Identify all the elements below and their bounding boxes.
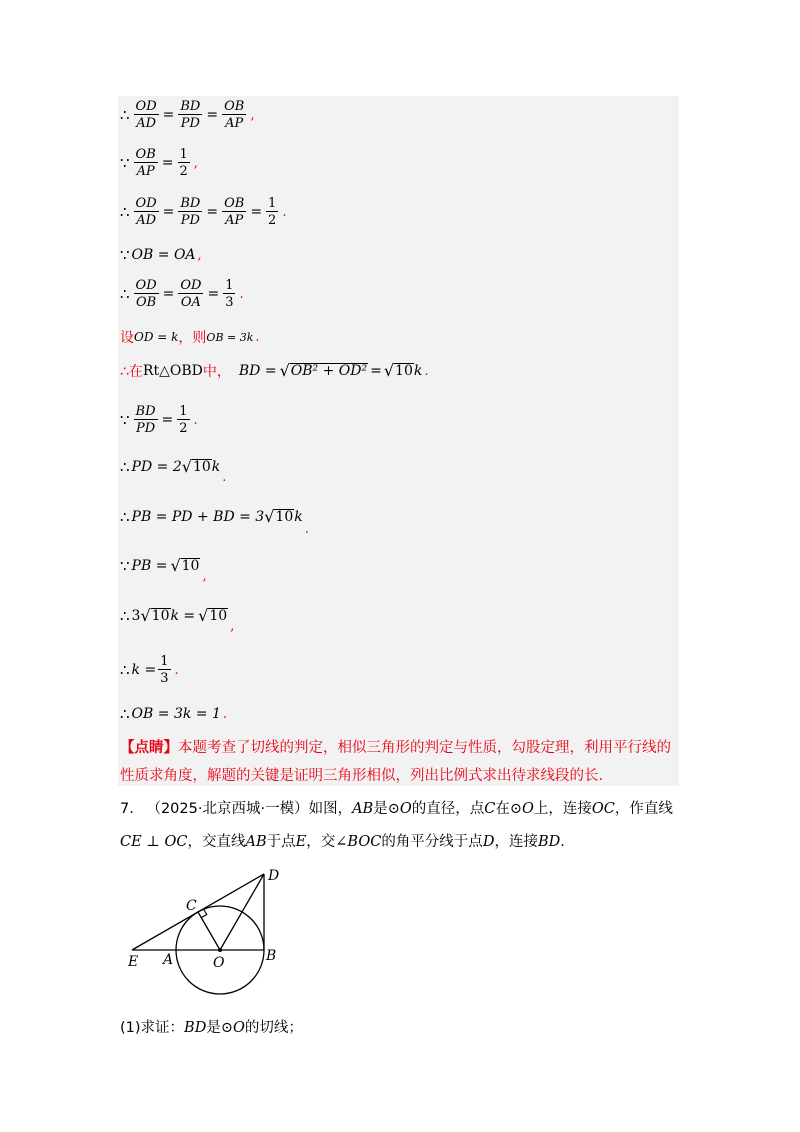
solution-line-11: ∵ PB = √ 10 , [120, 555, 207, 584]
remark-text: 本题考查了切线的判定，相似三角形的判定与性质，勾股定理，利用平行线的性质求角度，解题的关键是证明三角形相似，列出比例式求出待求线段的长. [120, 740, 671, 784]
solution-line-2: ∵ $\frac{OB}{AP}$ = $\frac{1}{2}$ , [120, 147, 198, 179]
remark-tag: 【点睛】 [120, 740, 178, 756]
geometry-figure [120, 860, 300, 1005]
fraction: $\frac{OD}{AD}$ [135, 99, 157, 131]
label-e: E [128, 954, 139, 970]
solution-line-7: ∴在 Rt△OBD 中， BD = √ OB² + OD² = √ 10 k . [120, 360, 429, 380]
solution-line-4: ∵ OB = OA , [120, 246, 202, 264]
label-d: D [268, 868, 280, 884]
fraction: $\frac{1}{2}$ [179, 147, 188, 179]
fraction: $\frac{OB}{AP}$ [224, 99, 245, 131]
fraction: $\frac{OB}{AP}$ [135, 147, 156, 179]
label-c: C [186, 898, 197, 914]
solution-line-10: ∴ PB = PD + BD = 3 √ 10 k . [120, 506, 309, 537]
solution-line-9: ∴ PD = 2 √ 10 k . [120, 456, 227, 485]
solution-line-13: ∴ k = $\frac{1}{3}$ . [120, 654, 179, 686]
problem-7-line-1: 7. （2025·北京西城·一模）如图，AB是⊙O的直径，点C在⊙O上，连接OC，作直线 [120, 801, 673, 817]
because-symbol: ∵ [120, 154, 130, 172]
fraction: $\frac{BD}{PD}$ [180, 99, 201, 131]
therefore-symbol: ∴ [120, 106, 130, 124]
solution-line-3: ∴ $\frac{OD}{AD}$ = $\frac{BD}{PD}$ = $\frac{OB}{AP}$ = $\frac{1}{2}$ . [120, 196, 287, 228]
question-1: (1)求证：BD是⊙O的切线； [120, 1020, 303, 1036]
solution-line-12: ∴ 3 √ 10 k = √ 10 , [120, 605, 235, 634]
solution-line-14: ∴ OB = 3k = 1 . [120, 705, 228, 723]
label-o: O [213, 955, 225, 971]
center-point [218, 948, 222, 952]
label-a: A [163, 952, 174, 968]
solution-line-8: ∵ $\frac{BD}{PD}$ = $\frac{1}{2}$ . [120, 404, 198, 436]
remark-paragraph [120, 734, 676, 790]
line-od [220, 874, 264, 950]
label-b: B [266, 948, 277, 964]
solution-line-5: ∴ $\frac{OD}{OB}$ = $\frac{OD}{OA}$ = $\frac{1}{3}$ . [120, 278, 244, 310]
solution-line-1: ∴ $\frac{OD}{AD}$ = $\frac{BD}{PD}$ = $\frac{OB}{AP}$ , [120, 99, 255, 131]
solution-line-6: 设 OD = k ，则 OB = 3k . [120, 329, 260, 346]
line-oc [198, 912, 220, 950]
problem-7-line-2: CE ⊥ OC，交直线AB于点E，交∠BOC的角平分线于点D，连接BD. [120, 834, 565, 850]
